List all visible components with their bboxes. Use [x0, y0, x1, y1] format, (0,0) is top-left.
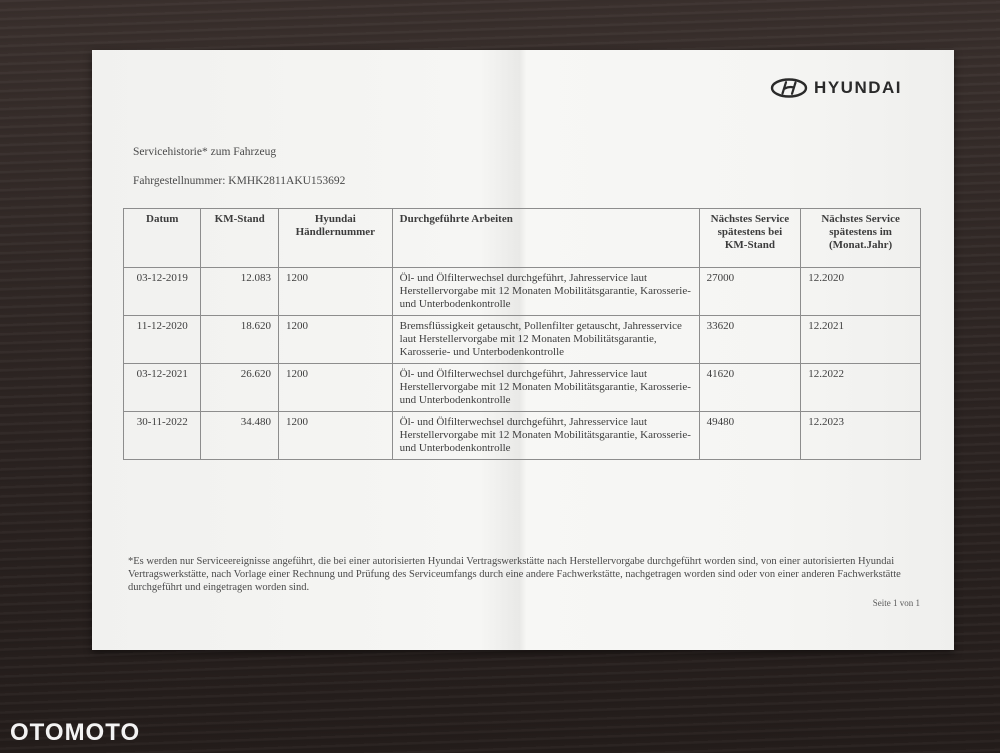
cell-next-date: 12.2021 [801, 316, 921, 364]
column-header-work: Durchgeführte Arbeiten [392, 209, 699, 268]
table-row [124, 412, 921, 460]
service-history-document [92, 50, 954, 650]
vin-value: KMHK2811AKU153692 [228, 175, 346, 187]
column-header-next-date: Nächstes Service spätestens im (Monat.Jahr) [801, 209, 921, 268]
footnote: *Es werden nur Serviceereignisse angeführt, die bei einer autorisierten Hyundai Vertragswerkstätte nach Herstellervorgabe durchgeführt worden sind, von einer autorisierten Hyundai Vertragswerkstätte, nach Vorlage einer Rechnung und Prüfung des Serviceumfangs durch eine andere Fachwerkstätte, nachgetragen worden sind oder von einer anderen Fachwerkstätte durchgeführt und eingetragen worden sind. [128, 556, 901, 593]
page-number: Seite 1 von 1 [872, 598, 920, 608]
column-header-km: KM-Stand [201, 209, 278, 268]
otomoto-watermark: OTOMOTO [10, 719, 141, 746]
table-row [124, 268, 921, 316]
column-header-dealer: Hyundai Händlernummer [278, 209, 392, 268]
cell-dealer: 1200 [278, 412, 392, 460]
cell-dealer: 1200 [278, 268, 392, 316]
hyundai-wordmark: HYUNDAI [814, 78, 902, 97]
document-heading: Servicehistorie* zum Fahrzeug [133, 146, 277, 158]
cell-next-date: 12.2023 [801, 412, 921, 460]
table-row [124, 364, 921, 412]
cell-dealer: 1200 [278, 364, 392, 412]
table-header-row [124, 209, 921, 268]
cell-next-km: 27000 [699, 268, 801, 316]
cell-dealer: 1200 [278, 316, 392, 364]
table-row [124, 316, 921, 364]
cell-km: 26.620 [201, 364, 278, 412]
service-history-table [123, 208, 921, 460]
cell-date: 03-12-2019 [124, 268, 201, 316]
hyundai-logo [770, 78, 902, 98]
column-header-date: Datum [124, 209, 201, 268]
hyundai-emblem-icon [770, 78, 808, 98]
cell-work: Öl- und Ölfilterwechsel durchgeführt, Jahresservice laut Herstellervorgabe mit 12 Monaten Mobilitätsgarantie, Karosserie- und Unterbodenkontrolle [392, 364, 699, 412]
cell-km: 34.480 [201, 412, 278, 460]
cell-date: 03-12-2021 [124, 364, 201, 412]
vin-line [133, 175, 345, 187]
cell-work: Bremsflüssigkeit getauscht, Pollenfilter getauscht, Jahresservice laut Herstellervorgabe mit 12 Monaten Mobilitätsgarantie, Karosserie- und Unterbodenkontrolle [392, 316, 699, 364]
cell-km: 12.083 [201, 268, 278, 316]
cell-work: Öl- und Ölfilterwechsel durchgeführt, Jahresservice laut Herstellervorgabe mit 12 Monaten Mobilitätsgarantie, Karosserie- und Unterbodenkontrolle [392, 268, 699, 316]
cell-next-date: 12.2020 [801, 268, 921, 316]
cell-next-date: 12.2022 [801, 364, 921, 412]
cell-work: Öl- und Ölfilterwechsel durchgeführt, Jahresservice laut Herstellervorgabe mit 12 Monaten Mobilitätsgarantie, Karosserie- und Unterbodenkontrolle [392, 412, 699, 460]
cell-date: 30-11-2022 [124, 412, 201, 460]
cell-km: 18.620 [201, 316, 278, 364]
cell-next-km: 33620 [699, 316, 801, 364]
cell-date: 11-12-2020 [124, 316, 201, 364]
column-header-next-km: Nächstes Service spätestens bei KM-Stand [699, 209, 801, 268]
cell-next-km: 49480 [699, 412, 801, 460]
cell-next-km: 41620 [699, 364, 801, 412]
vin-label: Fahrgestellnummer: [133, 175, 226, 187]
